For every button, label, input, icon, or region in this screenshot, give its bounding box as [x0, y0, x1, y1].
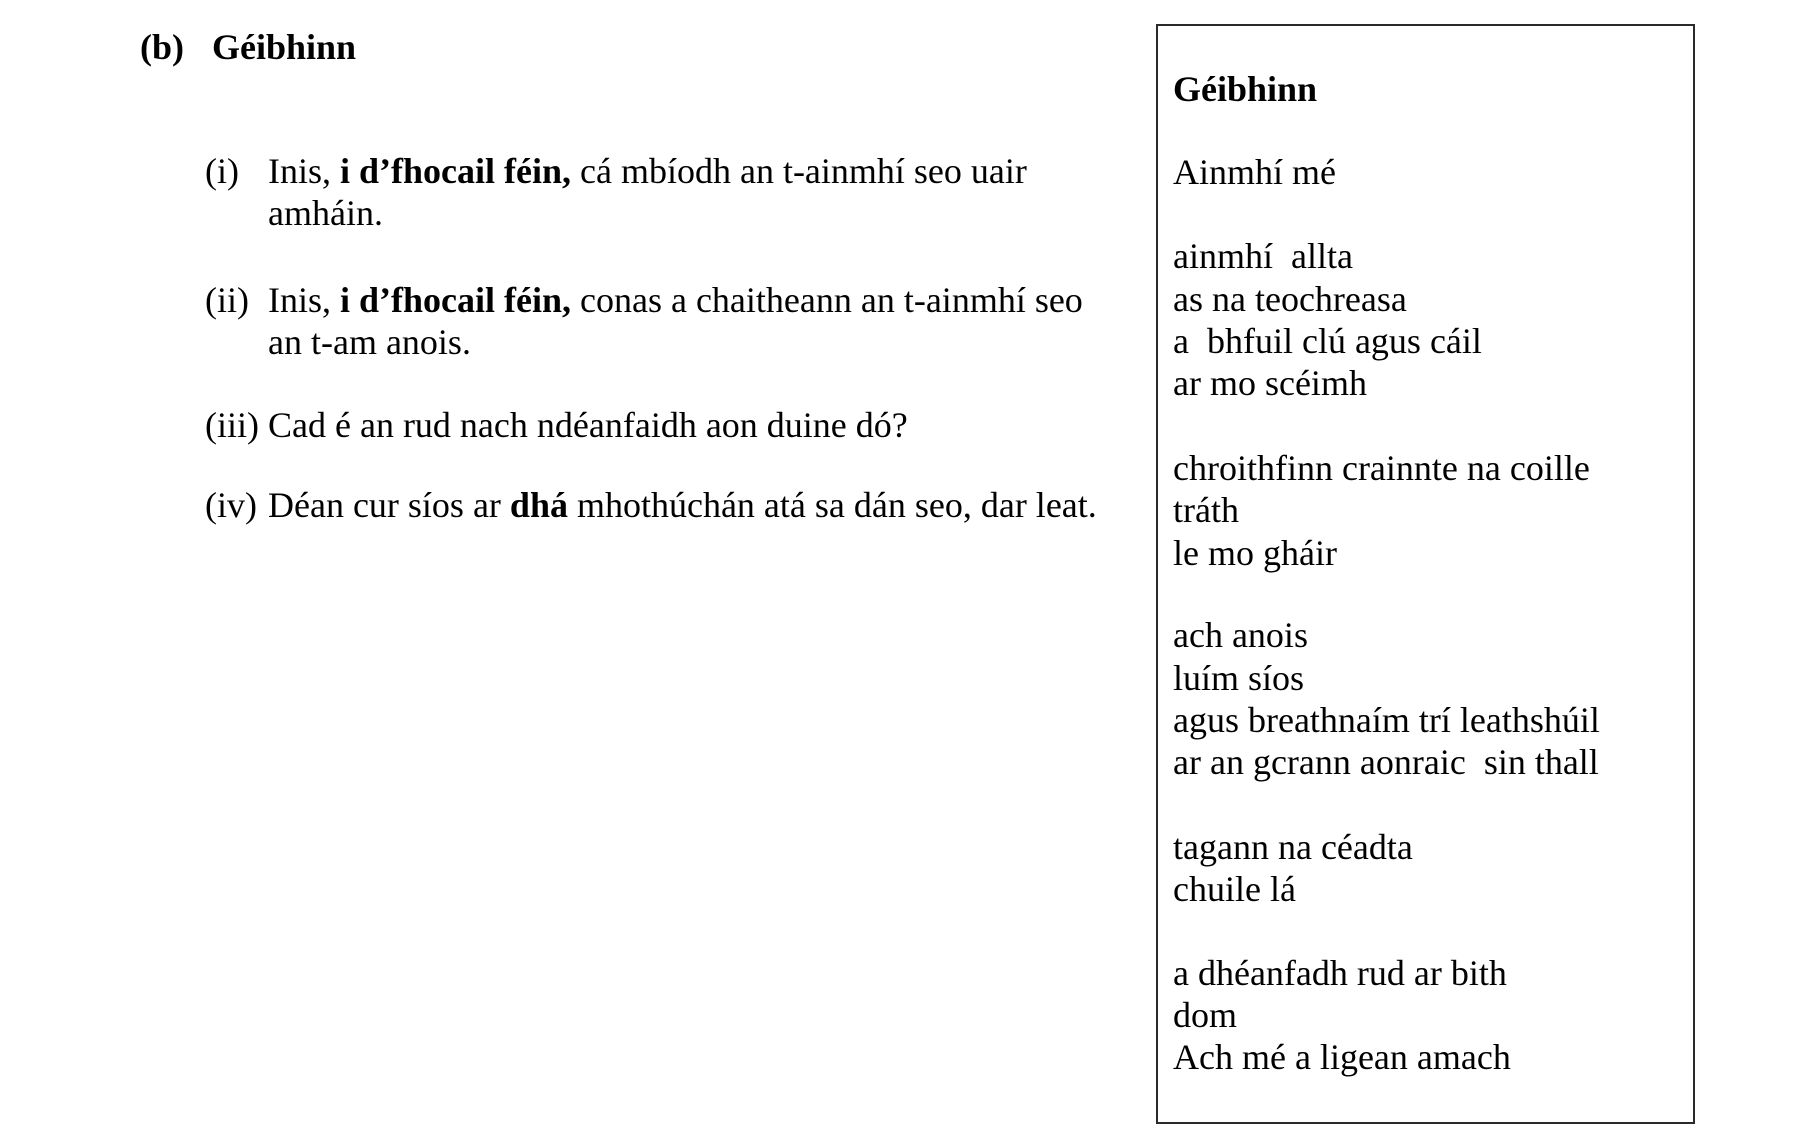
question-text-line: [268, 484, 1097, 526]
poem-line: a dhéanfadh rud ar bith: [1173, 953, 1507, 993]
question-number: (i): [205, 151, 239, 191]
question-text: Déan cur síos ar: [268, 485, 510, 525]
question-text-line: [268, 192, 383, 234]
poem-line: le mo gháir: [1173, 533, 1337, 573]
question-text: Inis,: [268, 280, 340, 320]
question-text: mhothúchán atá sa dán seo, dar leat.: [567, 485, 1097, 525]
poem-line: agus breathnaím trí leathshúil: [1173, 700, 1600, 740]
poem-line: tagann na céadta: [1173, 827, 1413, 867]
poem-line: as na teochreasa: [1173, 279, 1407, 319]
question-text-line: [268, 279, 1083, 321]
question-number: (ii): [205, 280, 249, 320]
poem-line: a bhfuil clú agus cáil: [1173, 321, 1482, 361]
poem-line: dom: [1173, 995, 1238, 1035]
question-text: Inis,: [268, 151, 340, 191]
poem-title: Géibhinn: [1173, 69, 1318, 109]
poem-line: ach anois: [1173, 615, 1308, 655]
poem-line: ar mo scéimh: [1173, 363, 1367, 403]
section-title: Géibhinn: [212, 27, 357, 67]
poem-line: Ainmhí mé: [1173, 152, 1336, 192]
poem-line: luím síos: [1173, 658, 1305, 698]
poem-line: chroithfinn crainnte na coille: [1173, 448, 1590, 488]
question-number: (iv): [205, 485, 257, 525]
poem-line: Ach mé a ligean amach: [1173, 1037, 1511, 1077]
question-text-line: [268, 404, 908, 446]
poem-line: ar an gcrann aonraic sin thall: [1173, 742, 1599, 782]
emphasis-text: i d’fhocail féin,: [340, 151, 571, 191]
question-text-line: [268, 150, 1027, 192]
poem-line: ainmhí allta: [1173, 236, 1353, 276]
poem-line: chuile lá: [1173, 869, 1296, 909]
question-text-line: [268, 321, 471, 363]
question-text: Cad é an rud nach ndéanfaidh aon duine dó?: [268, 405, 908, 445]
question-number: (iii): [205, 405, 259, 445]
emphasis-text: i d’fhocail féin,: [340, 280, 571, 320]
emphasis-text: dhá: [509, 485, 568, 525]
section-label: (b): [140, 27, 184, 67]
question-text: cá mbíodh an t-ainmhí seo uair: [571, 151, 1027, 191]
question-text: an t-am anois.: [268, 322, 471, 362]
poem-line: tráth: [1173, 490, 1239, 530]
question-text: conas a chaitheann an t-ainmhí seo: [571, 280, 1083, 320]
question-text: amháin.: [268, 193, 383, 233]
